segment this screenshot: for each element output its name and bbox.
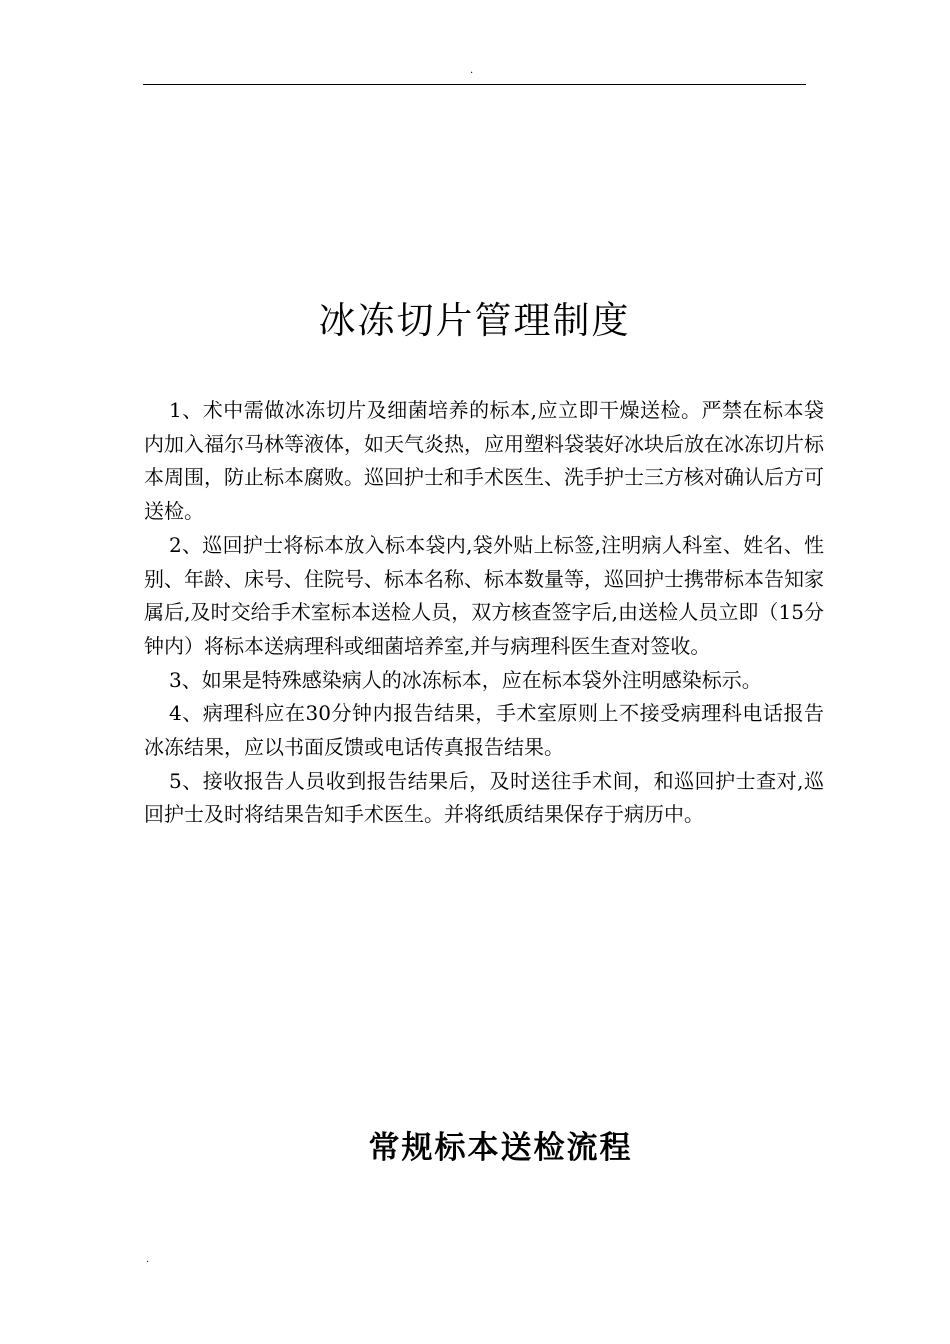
document-body bbox=[144, 394, 824, 832]
document-title: 冰冻切片管理制度 bbox=[318, 299, 631, 342]
header-rule bbox=[143, 84, 806, 85]
paragraph-1: 1、术中需做冰冻切片及细菌培养的标本,应立即干燥送检。严禁在标本袋内加入福尔马林等液体，如天气炎热，应用塑料袋装好冰块后放在冰冻切片标本周围，防止标本腐败。巡回护士和手术医生、洗手护士三方核对确认后方可送检。 bbox=[144, 398, 824, 524]
paragraph-3: 3、如果是特殊感染病人的冰冻标本，应在标本袋外注明感染标示。 bbox=[169, 667, 762, 692]
paragraph-4: 4、病理科应在30分钟内报告结果，手术室原则上不接受病理科电话报告冰冻结果，应以书面反馈或电话传真报告结果。 bbox=[144, 701, 824, 760]
section-subtitle: 常规标本送检流程 bbox=[368, 1130, 633, 1166]
paragraph-5: 5、接收报告人员收到报告结果后，及时送往手术间，和巡回护士查对,巡回护士及时将结果告知手术医生。并将纸质结果保存于病历中。 bbox=[144, 768, 824, 827]
paragraph-2: 2、巡回护士将标本放入标本袋内,袋外贴上标签,注明病人科室、姓名、性别、年龄、床号、住院号、标本名称、标本数量等，巡回护士携带标本告知家属后,及时交给手术室标本送检人员，双方核查签字后,由送检人员立即（15分钟内）将标本送病理科或细菌培养室,并与病理科医生查对签收。 bbox=[144, 532, 824, 658]
header-mark: . bbox=[470, 65, 474, 76]
footer-mark: . bbox=[146, 1254, 150, 1265]
